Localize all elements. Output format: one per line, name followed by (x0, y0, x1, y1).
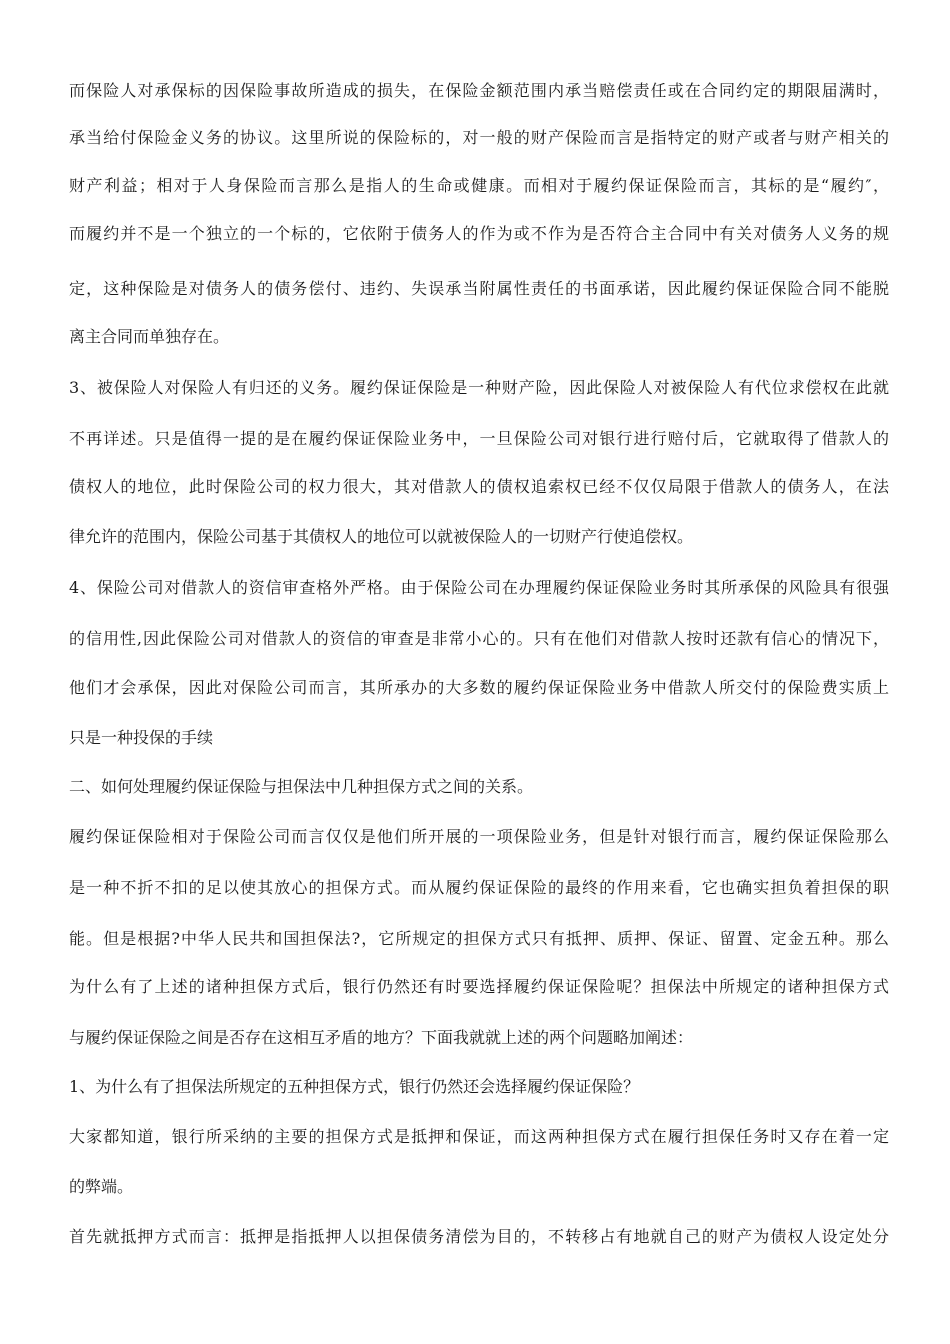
paragraph-line: 离主合同而单独存在。 (69, 327, 230, 346)
paragraph-line: 4、保险公司对借款人的资信审查格外严格。由于保险公司在办理履约保证保险业务时其所承保的风险具有很强 (69, 578, 889, 597)
paragraph-line: 履约保证保险相对于保险公司而言仅仅是他们所开展的一项保险业务，但是针对银行而言，履约保证保险那么 (69, 827, 889, 846)
paragraph-line: 他们才会承保，因此对保险公司而言，其所承办的大多数的履约保证保险业务中借款人所交付的保险费实质上 (69, 678, 889, 697)
paragraph-line: 的信用性,因此保险公司对借款人的资信的审查是非常小心的。只有在他们对借款人按时还款有信心的情况下， (69, 629, 889, 648)
paragraph-line: 而保险人对承保标的因保险事故所造成的损失，在保险金额范围内承当赔偿责任或在合同约定的期限届满时， (69, 81, 889, 100)
paragraph-line: 定，这种保险是对债务人的债务偿付、违约、失误承当附属性责任的书面承诺，因此履约保证保险合同不能脱 (69, 279, 889, 298)
paragraph-line: 是一种不折不扣的足以使其放心的担保方式。而从履约保证保险的最终的作用来看，它也确实担负着担保的职 (69, 878, 889, 897)
paragraph-line: 大家都知道，银行所采纳的主要的担保方式是抵押和保证，而这两种担保方式在履行担保任务时又存在着一定 (69, 1127, 889, 1146)
subsection-heading: 1、为什么有了担保法所规定的五种担保方式，银行仍然还会选择履约保证保险？ (69, 1077, 640, 1096)
paragraph-line: 能。但是根据?中华人民共和国担保法?，它所规定的担保方式只有抵押、质押、保证、留置、定金五种。那么 (69, 929, 889, 948)
paragraph-line: 而履约并不是一个独立的一个标的，它依附于债务人的作为或不作为是否符合主合同中有关对债务人义务的规 (69, 224, 889, 243)
paragraph-line: 财产利益；相对于人身保险而言那么是指人的生命或健康。而相对于履约保证保险而言，其标的是“履约″， (69, 176, 889, 195)
paragraph-line: 为什么有了上述的诸种担保方式后，银行仍然还有时要选择履约保证保险呢？担保法中所规定的诸种担保方式 (69, 977, 889, 996)
paragraph-line: 不再详述。只是值得一提的是在履约保证保险业务中，一旦保险公司对银行进行赔付后，它就取得了借款人的 (69, 429, 889, 448)
paragraph-line: 律允许的范围内，保险公司基于其债权人的地位可以就被保险人的一切财产行使追偿权。 (69, 527, 694, 546)
section-heading: 二、如何处理履约保证保险与担保法中几种担保方式之间的关系。 (69, 777, 534, 796)
paragraph-line: 首先就抵押方式而言：抵押是指抵押人以担保债务清偿为目的，不转移占有地就自己的财产为债权人设定处分 (69, 1227, 889, 1246)
paragraph-line: 债权人的地位，此时保险公司的权力很大，其对借款人的债权追索权已经不仅仅局限于借款人的债务人，在法 (69, 477, 889, 496)
paragraph-line: 的弊端。 (69, 1177, 134, 1196)
paragraph-line: 承当给付保险金义务的协议。这里所说的保险标的，对一般的财产保险而言是指特定的财产或者与财产相关的 (69, 128, 889, 147)
paragraph-line: 与履约保证保险之间是否存在这相互矛盾的地方？下面我就就上述的两个问题略加阐述： (69, 1028, 694, 1047)
paragraph-line: 3、被保险人对保险人有归还的义务。履约保证保险是一种财产险，因此保险人对被保险人有代位求偿权在此就 (69, 378, 889, 397)
paragraph-line: 只是一种投保的手续 (69, 728, 214, 747)
